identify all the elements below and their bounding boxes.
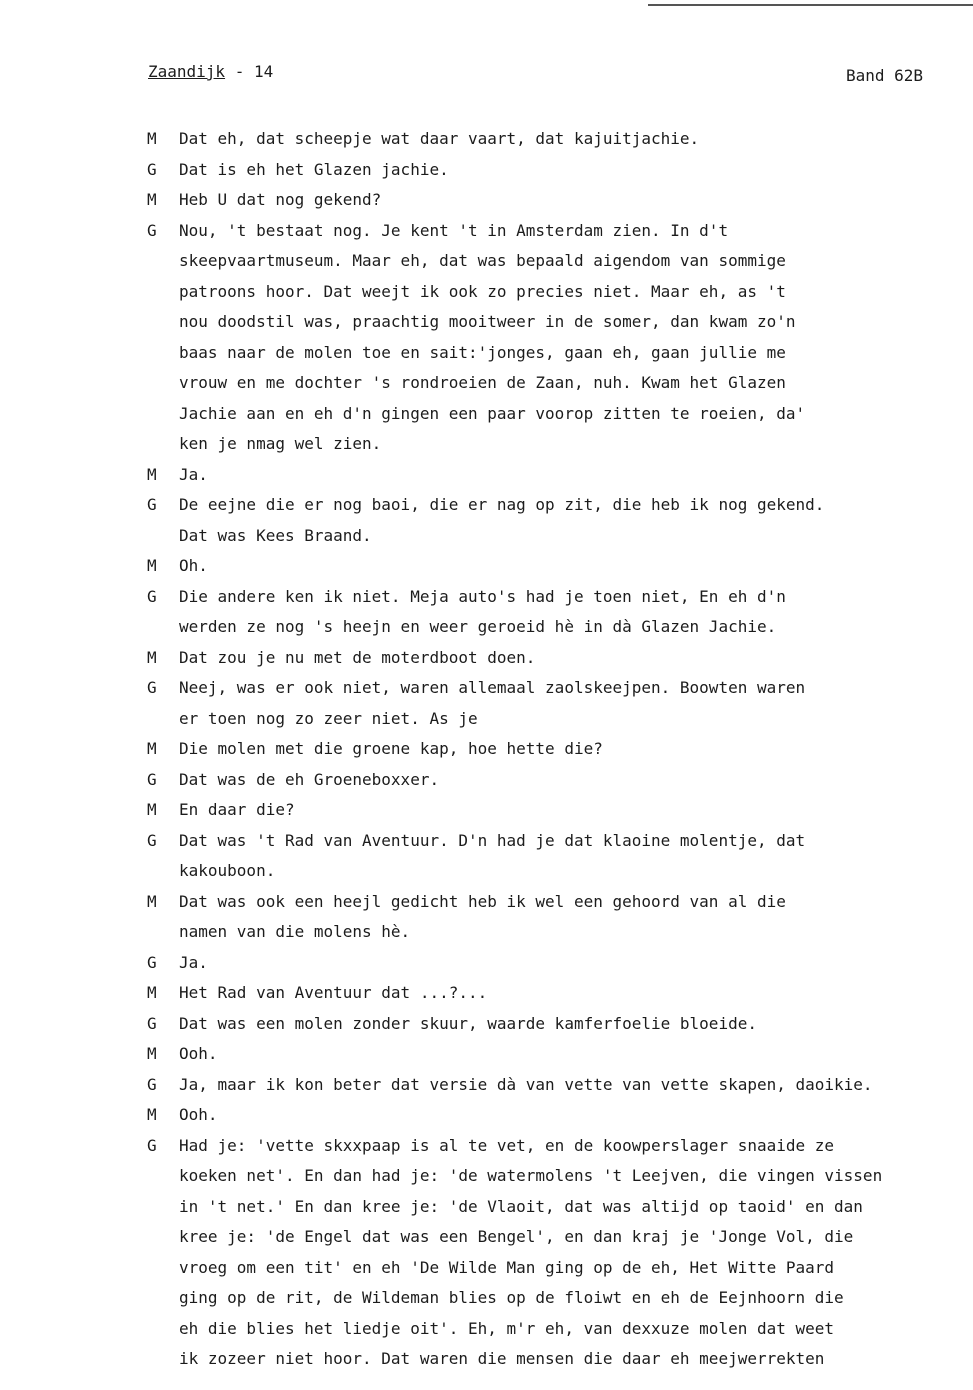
text-line: namen van die molens hè. xyxy=(179,922,411,941)
text-line: Die molen met die groene kap, hoe hette die? xyxy=(179,739,603,758)
turn-text xyxy=(179,795,947,826)
transcript-turn xyxy=(147,734,947,765)
turn-text xyxy=(179,551,947,582)
text-line: Het Rad van Aventuur dat ...?... xyxy=(179,983,488,1002)
transcript-turn xyxy=(147,1009,947,1040)
turn-text xyxy=(179,887,947,948)
text-line: Had je: 'vette skxxpaap is al te vet, en de koowperslager snaaide ze xyxy=(179,1135,835,1155)
transcript-turn xyxy=(147,1131,947,1375)
text-line: Dat was Kees Braand. xyxy=(179,525,372,545)
speaker-label: M xyxy=(147,129,157,148)
speaker-label: M xyxy=(147,647,157,667)
turn-text xyxy=(179,490,947,551)
speaker-label: M xyxy=(147,739,157,758)
turn-text xyxy=(179,643,947,674)
transcript-turn xyxy=(147,1070,947,1101)
transcript-turn xyxy=(147,124,947,155)
speaker-label: M xyxy=(147,891,157,911)
transcript-turn xyxy=(147,765,947,796)
text-line: kakouboon. xyxy=(179,861,276,880)
document-title: Zaandijk xyxy=(148,62,226,81)
speaker-label: G xyxy=(147,769,157,789)
text-line: werden ze nog 's heejn en weer geroeid hè in dà Glazen Jachie. xyxy=(179,617,777,636)
turn-text xyxy=(179,460,947,491)
text-line: kree je: 'de Engel dat was een Bengel', en dan kraj je 'Jonge Vol, die xyxy=(179,1227,854,1246)
speaker-label: G xyxy=(147,830,157,850)
text-line: Dat was een molen zonder skuur, waarde kamferfoelie bloeide. xyxy=(179,1013,757,1033)
text-line: Dat zou je nu met de moterdboot doen. xyxy=(179,647,536,667)
turn-text xyxy=(179,948,947,979)
speaker-label: M xyxy=(147,983,157,1002)
text-line: er toen nog zo zeer niet. As je xyxy=(179,708,478,728)
transcript-turn xyxy=(147,978,947,1009)
tape-label: Band 62B xyxy=(846,66,924,85)
transcript-turn xyxy=(147,216,947,460)
turn-text xyxy=(179,1009,947,1040)
turn-text xyxy=(179,826,947,887)
text-line: koeken net'. En dan had je: 'de watermolens 't Leejven, die vingen vissen xyxy=(179,1166,883,1185)
page-number: 14 xyxy=(253,62,274,81)
turn-text xyxy=(179,673,947,734)
transcript-turn xyxy=(147,185,947,216)
speaker-label: M xyxy=(147,1105,157,1124)
text-line: En daar die? xyxy=(179,800,295,819)
speaker-label: G xyxy=(147,220,157,240)
speaker-label: G xyxy=(147,1074,157,1094)
text-line: Jachie aan en eh d'n gingen een paar voorop zitten te roeien, da' xyxy=(179,403,806,423)
text-line: Nou, 't bestaat nog. Je kent 't in Amsterdam zien. In d't xyxy=(179,220,729,240)
text-line: Dat was de eh Groeneboxxer. xyxy=(179,769,440,789)
text-line: De eejne die er nog baoi, die er nag op zit, die heb ik nog gekend. xyxy=(179,495,825,514)
text-line: ging op de rit, de Wildeman blies op de floiwt en eh de Eejnhoorn die xyxy=(179,1288,844,1307)
text-line: ik zozeer niet hoor. Dat waren die mensen die daar eh meejwerrekten xyxy=(179,1349,825,1368)
text-line: Dat was 't Rad van Aventuur. D'n had je dat klaoine molentje, dat xyxy=(179,830,806,850)
transcript-turn xyxy=(147,643,947,674)
speaker-label: M xyxy=(147,1044,157,1063)
transcript-turn xyxy=(147,887,947,948)
text-line: Dat is eh het Glazen jachie. xyxy=(179,159,449,179)
transcript-turn xyxy=(147,795,947,826)
transcript xyxy=(147,124,947,1375)
text-line: Heb U dat nog gekend? xyxy=(179,190,382,209)
text-line: eh die blies het liedje oit'. Eh, m'r eh, van dexxuze molen dat weet xyxy=(179,1318,835,1338)
turn-text xyxy=(179,765,947,796)
text-line: skeepvaartmuseum. Maar eh, dat was bepaald aigendom van sommige xyxy=(179,251,786,270)
text-line: Dat eh, dat scheepje wat daar vaart, dat kajuitjachie. xyxy=(179,129,700,148)
text-line: Oh. xyxy=(179,556,208,575)
text-line: vrouw en me dochter 's rondroeien de Zaan, nuh. Kwam het Glazen xyxy=(179,373,786,392)
transcript-turn xyxy=(147,948,947,979)
transcript-turn xyxy=(147,826,947,887)
text-line: Ja, maar ik kon beter dat versie dà van vette van vette skapen, daoikie. xyxy=(179,1074,873,1094)
speaker-label: G xyxy=(147,678,157,697)
speaker-label: G xyxy=(147,952,157,972)
text-line: in 't net.' En dan kree je: 'de Vlaoit, dat was altijd op taoid' en dan xyxy=(179,1196,863,1216)
text-line: Ooh. xyxy=(179,1044,218,1063)
speaker-label: M xyxy=(147,800,157,819)
turn-text xyxy=(179,185,947,216)
turn-text xyxy=(179,124,947,155)
turn-text xyxy=(179,734,947,765)
transcript-turn xyxy=(147,1039,947,1070)
turn-text xyxy=(179,1100,947,1131)
turn-text xyxy=(179,1039,947,1070)
transcript-turn xyxy=(147,1100,947,1131)
page-header xyxy=(148,62,273,81)
speaker-label: G xyxy=(147,495,157,514)
transcript-turn xyxy=(147,582,947,643)
speaker-label: G xyxy=(147,1135,157,1155)
text-line: patroons hoor. Dat weejt ik ook zo precies niet. Maar eh, as 't xyxy=(179,281,786,301)
speaker-label: M xyxy=(147,190,157,209)
transcript-turn xyxy=(147,551,947,582)
text-line: Ooh. xyxy=(179,1105,218,1124)
speaker-label: M xyxy=(147,464,157,484)
turn-text xyxy=(179,155,947,186)
text-line: baas naar de molen toe en sait:'jonges, gaan eh, gaan jullie me xyxy=(179,342,786,362)
turn-text xyxy=(179,1131,947,1375)
transcript-turn xyxy=(147,155,947,186)
text-line: Neej, was er ook niet, waren allemaal zaolskeejpen. Boowten waren xyxy=(179,678,806,697)
text-line: vroeg om een tit' en eh 'De Wilde Man ging op de eh, Het Witte Paard xyxy=(179,1257,835,1277)
speaker-label: G xyxy=(147,159,157,179)
speaker-label: G xyxy=(147,1013,157,1033)
text-line: ken je nmag wel zien. xyxy=(179,434,382,453)
turn-text xyxy=(179,978,947,1009)
top-rule xyxy=(648,4,973,6)
transcript-turn xyxy=(147,490,947,551)
header-separator: - xyxy=(225,62,254,81)
turn-text xyxy=(179,582,947,643)
text-line: nou doodstil was, praachtig mooitweer in de somer, dan kwam zo'n xyxy=(179,312,796,331)
transcript-turn xyxy=(147,673,947,734)
text-line: Die andere ken ik niet. Meja auto's had je toen niet, En eh d'n xyxy=(179,586,786,606)
text-line: Ja. xyxy=(179,952,208,972)
text-line: Ja. xyxy=(179,464,208,484)
transcript-turn xyxy=(147,460,947,491)
text-line: Dat was ook een heejl gedicht heb ik wel een gehoord van al die xyxy=(179,891,786,911)
turn-text xyxy=(179,216,947,460)
speaker-label: G xyxy=(147,586,157,606)
turn-text xyxy=(179,1070,947,1101)
speaker-label: M xyxy=(147,556,157,575)
